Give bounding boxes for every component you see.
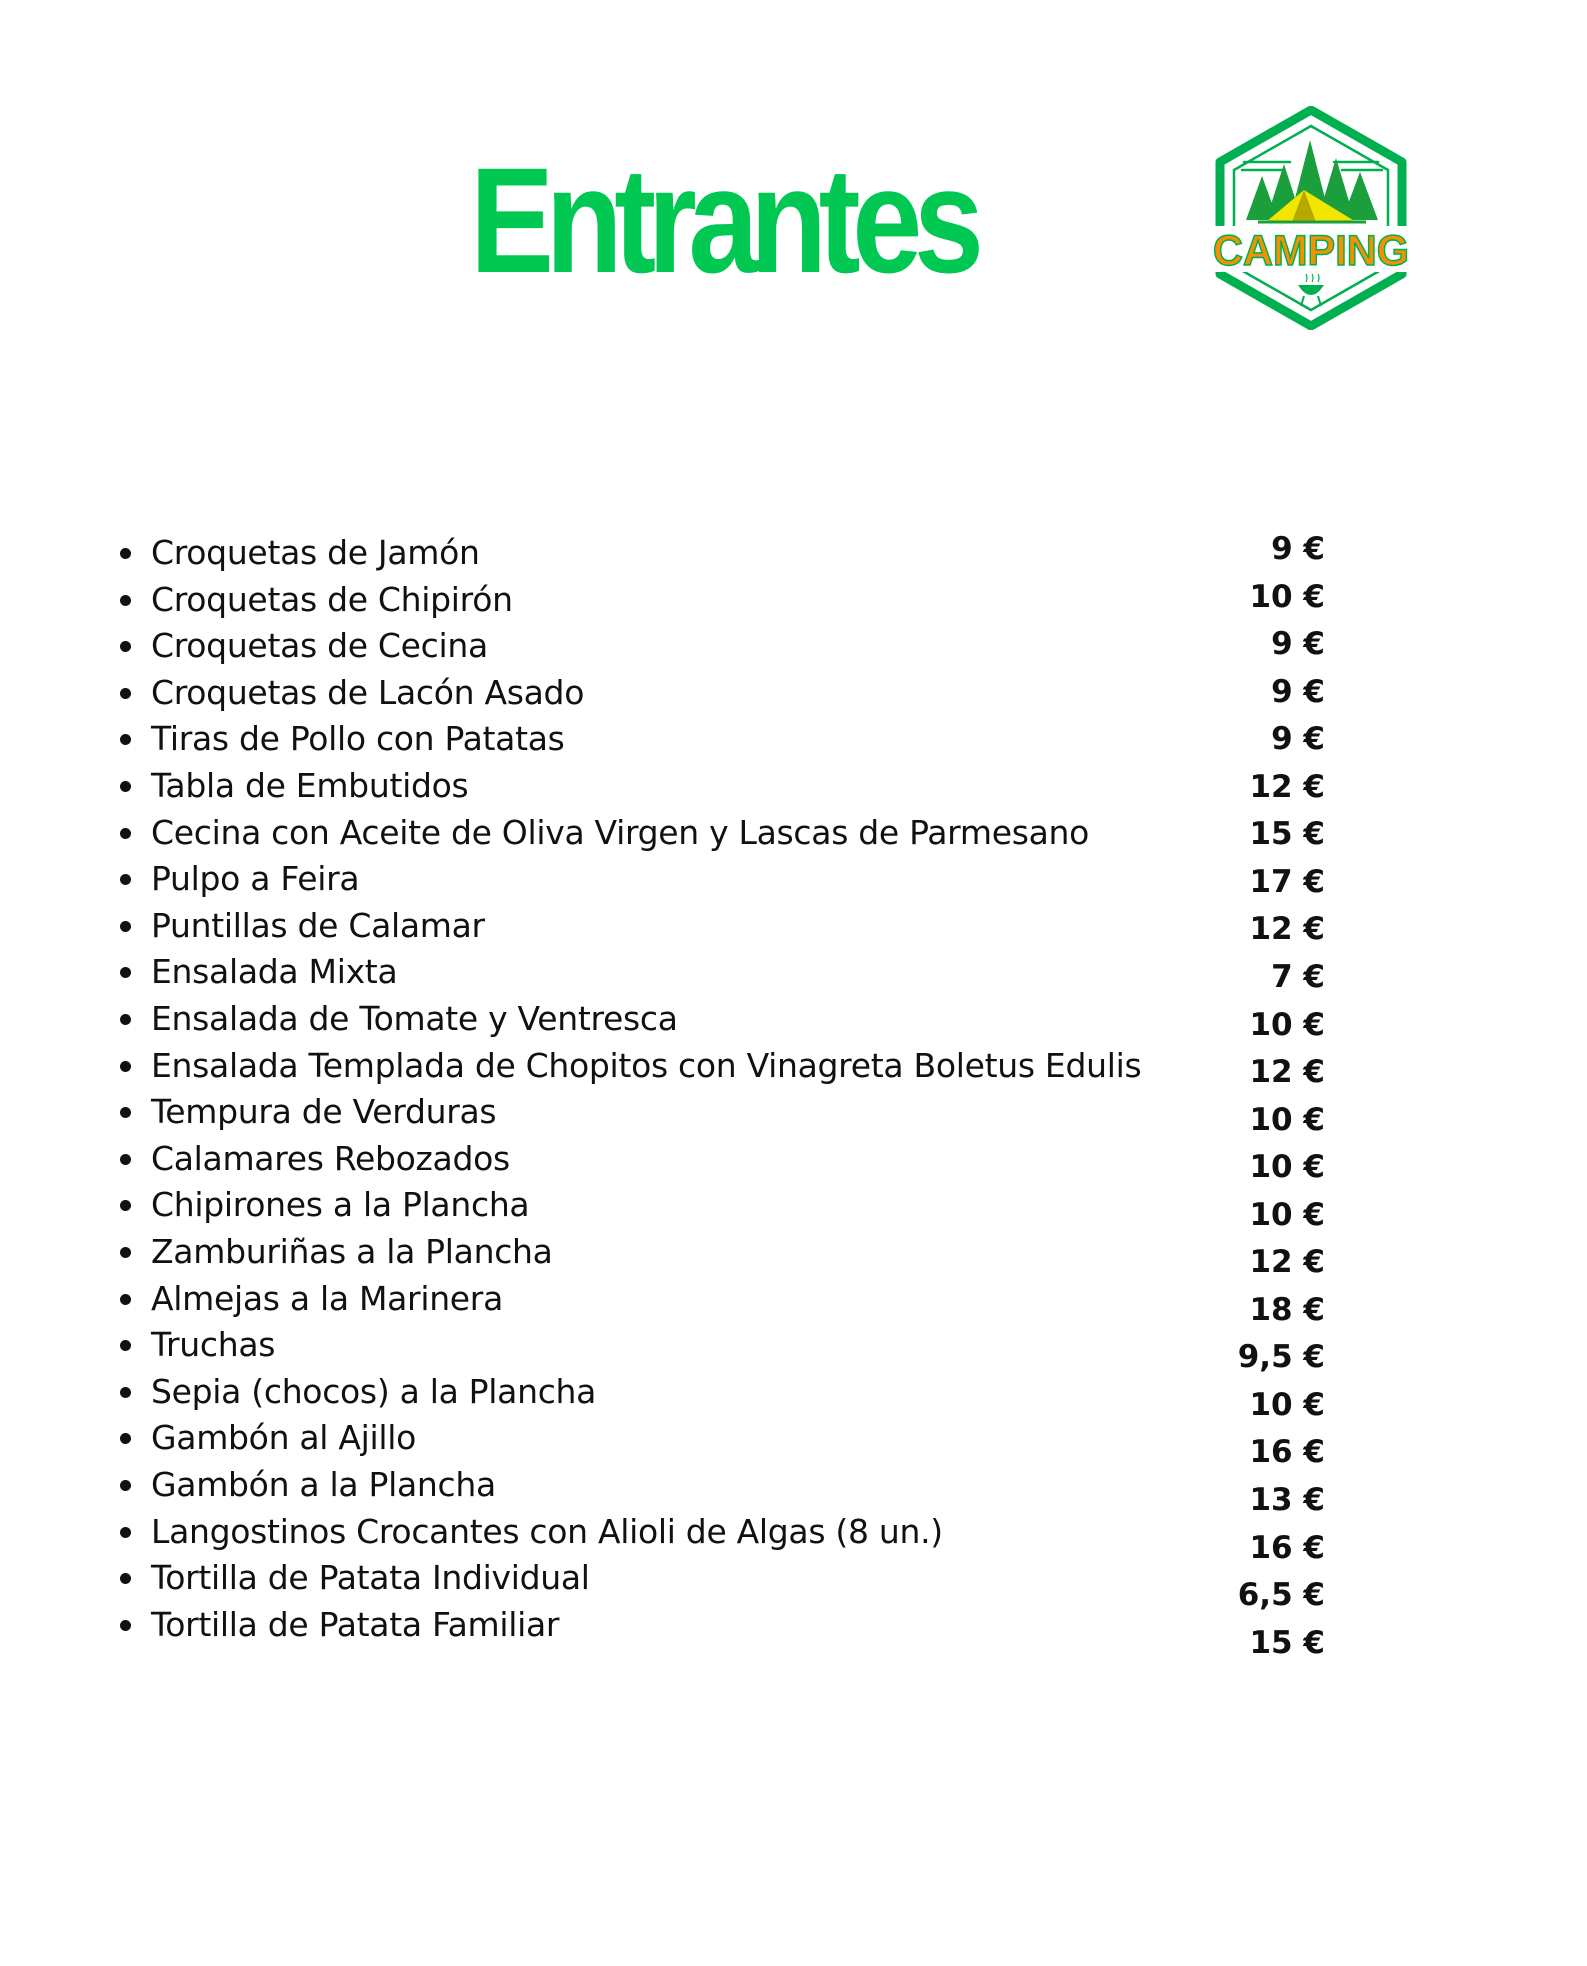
bullet-icon xyxy=(120,781,131,792)
menu-item xyxy=(0,996,1587,1042)
menu-item-price: 18 € xyxy=(1249,1291,1325,1328)
menu-item-name: Tiras de Pollo con Patatas xyxy=(151,719,565,759)
bullet-icon xyxy=(120,1014,131,1025)
menu-item-price: 9 € xyxy=(1271,531,1325,567)
menu-item xyxy=(0,1509,1587,1566)
menu-item-price: 15 € xyxy=(1249,816,1325,853)
menu-item-price: 13 € xyxy=(1249,1482,1325,1518)
menu-item xyxy=(0,1555,1587,1614)
menu-item-name: Croquetas de Chipirón xyxy=(151,579,513,619)
menu-item-price: 9 € xyxy=(1271,721,1325,758)
bullet-icon xyxy=(120,688,131,699)
menu-item xyxy=(0,1229,1587,1281)
bullet-icon xyxy=(120,1433,131,1444)
bullet-icon xyxy=(120,1527,131,1538)
bullet-icon xyxy=(120,641,131,652)
menu-item xyxy=(0,623,1587,669)
menu-item-price: 10 € xyxy=(1249,1101,1325,1138)
bullet-icon xyxy=(120,548,131,559)
bullet-icon xyxy=(120,1387,131,1398)
bullet-icon xyxy=(120,1200,131,1211)
menu-item-name: Cecina con Aceite de Oliva Virgen y Lascas de Parmesano xyxy=(151,812,1090,852)
menu-item xyxy=(0,1602,1587,1661)
menu-item-name: Truchas xyxy=(151,1325,276,1365)
menu-item-price: 12 € xyxy=(1249,1054,1325,1091)
menu-item-price: 9 € xyxy=(1271,626,1325,663)
menu-item-price: 12 € xyxy=(1249,1244,1325,1281)
menu-item xyxy=(0,810,1587,856)
menu-item-name: Tempura de Verduras xyxy=(151,1092,497,1132)
menu-item xyxy=(0,1462,1587,1518)
menu-item-price: 10 € xyxy=(1249,1149,1325,1186)
menu-item-name: Tabla de Embutidos xyxy=(151,766,469,805)
menu-item xyxy=(0,1043,1587,1089)
menu-item xyxy=(0,716,1587,762)
bullet-icon xyxy=(120,1247,131,1258)
bullet-icon xyxy=(120,1620,131,1631)
menu-item xyxy=(0,1322,1587,1376)
menu-item-name: Pulpo a Feira xyxy=(151,859,360,899)
menu-item-name: Calamares Rebozados xyxy=(151,1138,510,1178)
menu-item-name: Gambón al Ajillo xyxy=(151,1418,417,1458)
bullet-icon xyxy=(120,828,131,839)
menu-item-price: 10 € xyxy=(1249,1386,1325,1423)
menu-item-name: Croquetas de Lacón Asado xyxy=(151,672,585,712)
bullet-icon xyxy=(120,1340,131,1351)
menu-item-price: 15 € xyxy=(1249,1624,1325,1661)
bullet-icon xyxy=(120,1061,131,1072)
menu-item xyxy=(0,903,1587,949)
menu-item-price: 16 € xyxy=(1249,1434,1325,1471)
bullet-icon xyxy=(120,734,131,745)
menu-item xyxy=(0,670,1587,716)
menu-item-price: 7 € xyxy=(1271,958,1325,995)
bullet-icon xyxy=(120,1573,131,1584)
menu-item xyxy=(0,1369,1587,1423)
bullet-icon xyxy=(120,921,131,932)
logo-text: CAMPING xyxy=(1213,227,1409,275)
menu-item-price: 9 € xyxy=(1271,673,1325,710)
menu-item-price: 17 € xyxy=(1249,863,1325,900)
menu-item xyxy=(0,577,1587,623)
bullet-icon xyxy=(120,1107,131,1118)
menu-item-price: 10 € xyxy=(1249,578,1325,615)
menu-item-name: Croquetas de Cecina xyxy=(151,626,488,666)
menu-item xyxy=(0,856,1587,902)
menu-item xyxy=(0,1276,1587,1328)
menu-item-name: Sepia (chocos) a la Plancha xyxy=(151,1371,597,1411)
menu-item-price: 16 € xyxy=(1249,1529,1325,1566)
menu-item xyxy=(0,1415,1587,1471)
menu-item xyxy=(0,1136,1587,1186)
menu-item xyxy=(0,1182,1587,1233)
menu-item-price: 6,5 € xyxy=(1237,1577,1325,1614)
menu-item-name: Croquetas de Jamón xyxy=(151,533,480,572)
menu-item xyxy=(0,763,1587,809)
menu-item-name: Ensalada de Tomate y Ventresca xyxy=(151,999,678,1038)
bullet-icon xyxy=(120,1294,131,1305)
menu-item-name: Zamburiñas a la Plancha xyxy=(151,1232,553,1271)
bullet-icon xyxy=(120,1154,131,1165)
menu-item xyxy=(0,530,1587,576)
bullet-icon xyxy=(120,1480,131,1491)
menu-item-name: Gambón a la Plancha xyxy=(151,1465,496,1504)
menu-item-name: Tortilla de Patata Individual xyxy=(151,1558,590,1598)
menu-item-name: Puntillas de Calamar xyxy=(151,905,485,945)
bullet-icon xyxy=(120,874,131,885)
menu-item-price: 10 € xyxy=(1249,1196,1325,1233)
menu-item-price: 12 € xyxy=(1249,768,1325,805)
menu-item-price: 9,5 € xyxy=(1237,1339,1325,1376)
menu-item-name: Chipirones a la Plancha xyxy=(151,1185,530,1225)
bullet-icon xyxy=(120,595,131,606)
menu-item-name: Ensalada Mixta xyxy=(151,952,398,992)
bullet-icon xyxy=(120,967,131,978)
menu-item xyxy=(0,949,1587,995)
menu-item-name: Tortilla de Patata Familiar xyxy=(151,1604,560,1644)
menu-title: Entrantes xyxy=(470,136,976,304)
menu-item-name: Ensalada Templada de Chopitos con Vinagreta Boletus Edulis xyxy=(151,1045,1142,1085)
menu-item-name: Almejas a la Marinera xyxy=(151,1278,503,1318)
menu-item-name: Langostinos Crocantes con Alioli de Algas (8 un.) xyxy=(151,1511,943,1551)
menu-item xyxy=(0,1089,1587,1138)
menu-item-price: 10 € xyxy=(1249,1006,1325,1043)
menu-item-price: 12 € xyxy=(1249,911,1325,948)
